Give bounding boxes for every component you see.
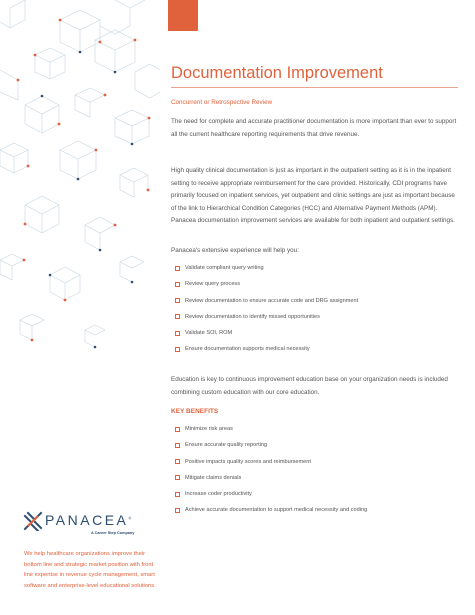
- registered-mark: ®: [128, 515, 132, 521]
- intro-paragraph: The need for complete and accurate practitioner documentation is more important than ever to support all the current healthcare reporting requirements that drive revenue.: [171, 118, 457, 138]
- list-item-label: Review documentation to ensure accurate code and DRG assignment: [185, 297, 359, 304]
- list-item: [175, 280, 358, 296]
- list-item-label: Minimize risk areas: [185, 426, 233, 432]
- bullet-square-icon: [175, 459, 180, 464]
- page-subtitle: Concurrent or Retrospective Review: [171, 99, 273, 106]
- list-item: [175, 474, 367, 490]
- list-item: [175, 425, 367, 441]
- bullet-square-icon: [175, 331, 180, 336]
- brand-name: [45, 512, 131, 528]
- list-item-label: Validate SOI, ROM: [185, 330, 233, 337]
- list-item-label: Ensure accurate quality reporting: [185, 442, 268, 449]
- panacea-logo-mark-icon: [23, 511, 43, 531]
- bullet-square-icon: [175, 508, 180, 513]
- key-benefits-heading: KEY BENEFITS: [171, 408, 219, 415]
- list-item: [175, 329, 358, 345]
- page-title: Documentation Improvement: [171, 64, 383, 82]
- decorative-cube-pattern: [0, 0, 160, 380]
- list-item-label: Achieve accurate documentation to support medical necessity and coding: [185, 507, 368, 514]
- list-item-label: Positive impacts quality scores and reimbursement: [185, 458, 311, 465]
- list-item-label: Validate compliant query writing: [185, 265, 264, 271]
- accent-block: [168, 0, 198, 31]
- bullet-square-icon: [175, 347, 180, 352]
- list-item: [175, 264, 358, 280]
- bullet-square-icon: [175, 266, 180, 271]
- bullet-square-icon: [175, 492, 180, 497]
- bullet-square-icon: [175, 298, 180, 303]
- list-item-label: Review query process: [185, 281, 241, 288]
- list-item-label: Review documentation to identify missed opportunities: [185, 313, 320, 320]
- brand-name-text: PANACEA: [45, 512, 129, 528]
- list-item-label: Mitigate claims denials: [185, 474, 242, 481]
- list-item: [175, 458, 367, 474]
- list-item: [175, 297, 358, 313]
- company-blurb: We help healthcare organizations improve their bottom line and strategic market position with front line expertise in revenue cycle management, smart software and enterprise-level educational solutions.: [24, 551, 156, 589]
- bullet-square-icon: [175, 443, 180, 448]
- list-item: [175, 313, 358, 329]
- education-paragraph: Education is key to continuous improvement education base on your organization needs is included combining custom education with our core education.: [171, 376, 448, 396]
- bullet-square-icon: [175, 475, 180, 480]
- bullet-square-icon: [175, 282, 180, 287]
- brand-tagline: A Career Step Company: [91, 531, 135, 535]
- bullet-square-icon: [175, 427, 180, 432]
- list-item: [175, 345, 358, 361]
- list-item: [175, 506, 367, 522]
- list-item-label: Ensure documentation supports medical necessity: [185, 346, 310, 353]
- list-item: [175, 490, 367, 506]
- key-benefits-list: [175, 425, 367, 523]
- experience-list: [175, 264, 358, 362]
- panacea-logo: [23, 511, 150, 541]
- experience-intro: Panacea's extensive experience will help you:: [171, 247, 299, 254]
- list-item-label: Increase coder productivity: [185, 491, 252, 498]
- bullet-square-icon: [175, 314, 180, 319]
- list-item: [175, 441, 367, 457]
- outpatient-paragraph: High quality clinical documentation is just as important in the outpatient setting as it is in the inpatient setting to receive appropriate reimbursement for the care provided. Historically, CDI programs have primarily focused on inpatient services, yet outpatient and clinic settings are just as important because of the link to Hierarchical Condition Categories (HCC) and Alternative Payment Methods (APM). Panacea documentation improvement services are available for both inpatient and outpatient settings.: [171, 167, 455, 224]
- title-divider: [171, 87, 458, 88]
